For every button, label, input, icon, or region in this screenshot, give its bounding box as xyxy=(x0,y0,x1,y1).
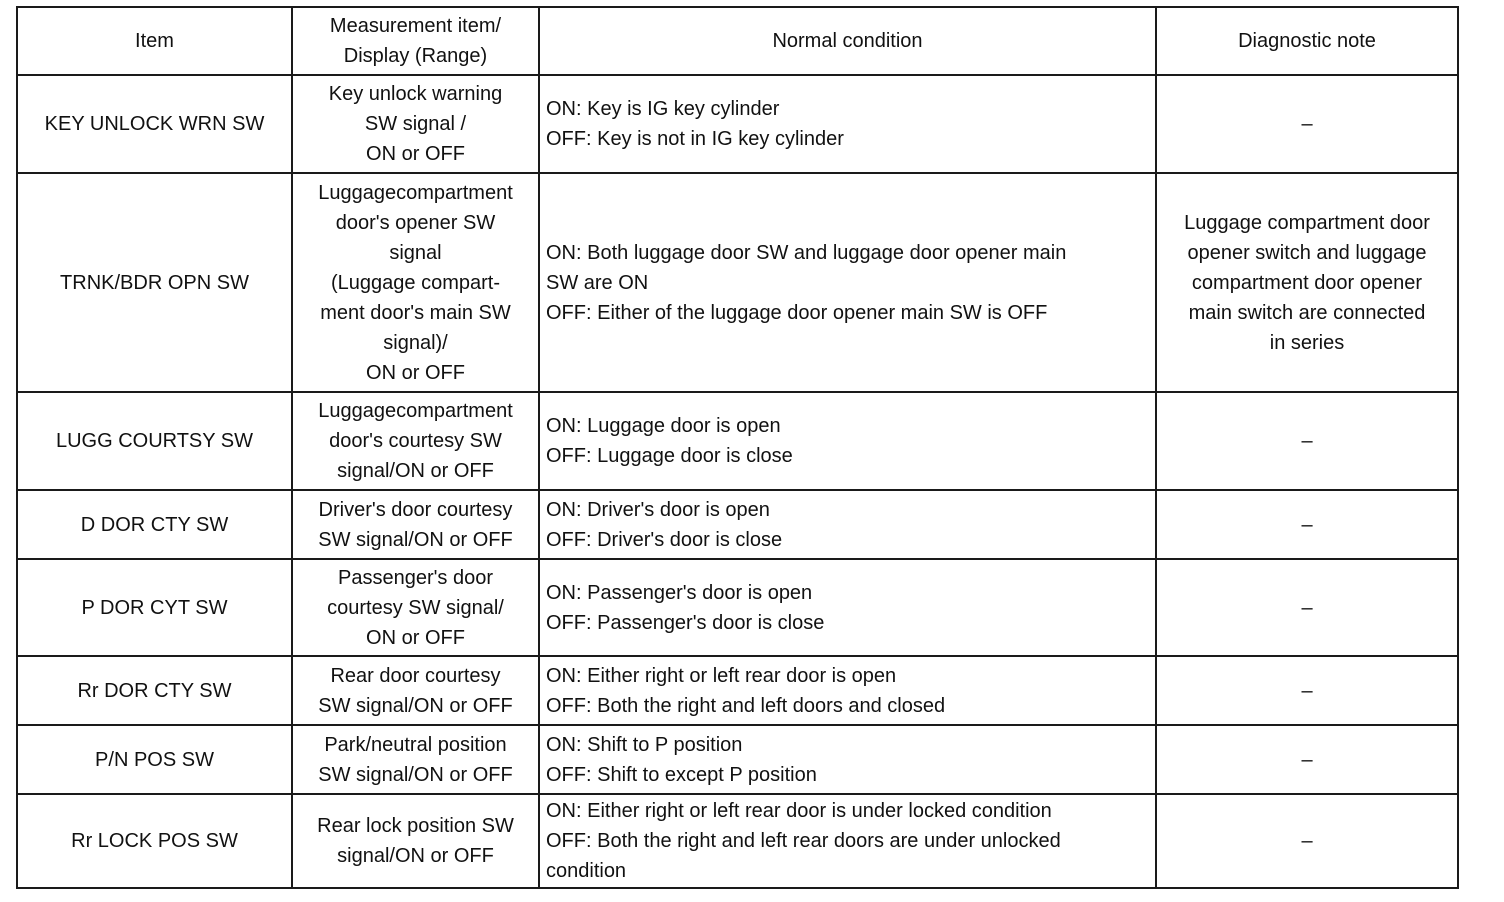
cell-condition-line: OFF: Shift to except P position xyxy=(546,763,817,786)
table-body xyxy=(17,75,1458,888)
cell-measurement-line: Park/neutral position xyxy=(324,733,507,756)
cell-measurement-line: ON or OFF xyxy=(366,143,465,165)
cell-note-line: – xyxy=(1301,748,1313,771)
cell-note-line: opener switch and luggage xyxy=(1187,241,1427,264)
cell-measurement-line: Rear door courtesy xyxy=(330,664,501,687)
table-row xyxy=(17,794,1458,888)
cell-note-line: – xyxy=(1301,830,1313,852)
cell-measurement-line: door's opener SW xyxy=(335,211,496,234)
cell-condition-line: ON: Key is IG key cylinder xyxy=(546,98,780,120)
cell-condition-line: ON: Shift to P position xyxy=(546,733,743,756)
cell-measurement-line: Passenger's door xyxy=(337,566,494,589)
cell-measurement-line: Rear lock position SW xyxy=(317,815,514,837)
cell-note xyxy=(1156,490,1458,559)
cell-measurement xyxy=(292,75,539,173)
cell-note-line: Luggage compartment door xyxy=(1184,211,1430,234)
cell-condition-line: ON: Both luggage door SW and luggage door opener main xyxy=(546,241,1067,264)
cell-condition-line: OFF: Driver's door is close xyxy=(546,528,783,551)
cell-measurement-line: Key unlock warning xyxy=(328,83,503,105)
cell-measurement-line: Driver's door courtesy xyxy=(318,498,513,521)
cell-condition xyxy=(539,559,1156,656)
cell-condition-line: ON: Luggage door is open xyxy=(546,415,781,437)
cell-measurement-line: Luggagecompartment xyxy=(318,181,513,204)
cell-note-line: compartment door opener xyxy=(1191,271,1423,294)
cell-condition-line: OFF: Luggage door is close xyxy=(546,445,793,467)
table-row xyxy=(17,75,1458,173)
cell-measurement xyxy=(292,656,539,725)
header-item: Item xyxy=(17,7,292,75)
cell-condition xyxy=(539,392,1156,490)
cell-measurement-line: ON or OFF xyxy=(366,626,465,649)
cell-note xyxy=(1156,75,1458,173)
cell-item: Rr DOR CTY SW xyxy=(17,656,292,725)
cell-item: KEY UNLOCK WRN SW xyxy=(17,75,292,173)
cell-item: LUGG COURTSY SW xyxy=(17,392,292,490)
header-note: Diagnostic note xyxy=(1156,7,1458,75)
cell-condition xyxy=(539,656,1156,725)
cell-measurement-line: signal/ON or OFF xyxy=(337,460,494,482)
cell-measurement-line: SW signal/ON or OFF xyxy=(318,694,513,717)
cell-condition xyxy=(539,490,1156,559)
table-row xyxy=(17,725,1458,794)
cell-measurement-line: courtesy SW signal/ xyxy=(327,596,504,619)
cell-item: TRNK/BDR OPN SW xyxy=(17,173,292,392)
header-measurement-line: Measurement item/ xyxy=(329,15,502,37)
cell-condition-line: OFF: Passenger's door is close xyxy=(546,611,825,634)
table-row xyxy=(17,490,1458,559)
cell-note xyxy=(1156,392,1458,490)
cell-measurement xyxy=(292,392,539,490)
cell-measurement xyxy=(292,559,539,656)
cell-measurement-line: SW signal / xyxy=(364,113,467,135)
cell-measurement xyxy=(292,725,539,794)
cell-item: P/N POS SW xyxy=(17,725,292,794)
cell-note-line: – xyxy=(1301,596,1313,619)
cell-condition-line: ON: Passenger's door is open xyxy=(546,581,813,604)
cell-note-line: in series xyxy=(1269,331,1345,354)
cell-measurement-line: ON or OFF xyxy=(366,361,465,384)
cell-measurement-line: Luggagecompartment xyxy=(318,400,513,422)
header-condition: Normal condition xyxy=(539,7,1156,75)
cell-note-line: – xyxy=(1301,113,1313,135)
cell-condition-line: SW are ON xyxy=(546,271,649,294)
cell-item: P DOR CYT SW xyxy=(17,559,292,656)
cell-measurement-line: SW signal/ON or OFF xyxy=(318,528,513,551)
cell-note-line: – xyxy=(1301,679,1313,702)
cell-note-line: main switch are connected xyxy=(1188,301,1426,324)
cell-condition-line: ON: Either right or left rear door is open xyxy=(546,664,897,687)
cell-item: Rr LOCK POS SW xyxy=(17,794,292,888)
cell-note xyxy=(1156,173,1458,392)
table-row xyxy=(17,559,1458,656)
cell-measurement xyxy=(292,794,539,888)
table-row xyxy=(17,656,1458,725)
cell-measurement xyxy=(292,173,539,392)
switch-monitor-table xyxy=(16,6,1459,889)
cell-condition-line: OFF: Either of the luggage door opener main SW is OFF xyxy=(546,301,1048,324)
cell-measurement xyxy=(292,490,539,559)
table-row xyxy=(17,173,1458,392)
cell-note-line: – xyxy=(1301,430,1313,452)
cell-measurement-line: signal/ON or OFF xyxy=(337,845,494,867)
header-measurement xyxy=(292,7,539,75)
cell-note xyxy=(1156,725,1458,794)
cell-measurement-line: signal xyxy=(389,241,442,264)
cell-condition-line: ON: Either right or left rear door is under locked condition xyxy=(546,800,1052,822)
cell-condition xyxy=(539,725,1156,794)
cell-condition-line: condition xyxy=(546,860,627,882)
cell-condition xyxy=(539,75,1156,173)
cell-note xyxy=(1156,656,1458,725)
header-measurement-line: Display (Range) xyxy=(343,45,488,67)
header-row xyxy=(17,7,1458,75)
table-row xyxy=(17,392,1458,490)
cell-condition-line: OFF: Both the right and left rear doors are under unlocked xyxy=(546,830,1061,852)
cell-note-line: – xyxy=(1301,513,1313,536)
cell-measurement-line: ment door's main SW xyxy=(320,301,511,324)
cell-note xyxy=(1156,559,1458,656)
cell-measurement-line: door's courtesy SW xyxy=(329,430,502,452)
cell-measurement-line: signal)/ xyxy=(383,331,448,354)
cell-item: D DOR CTY SW xyxy=(17,490,292,559)
cell-condition xyxy=(539,794,1156,888)
cell-note xyxy=(1156,794,1458,888)
cell-condition xyxy=(539,173,1156,392)
cell-condition-line: ON: Driver's door is open xyxy=(546,498,770,521)
cell-condition-line: OFF: Both the right and left doors and closed xyxy=(546,694,946,717)
cell-condition-line: OFF: Key is not in IG key cylinder xyxy=(546,128,844,150)
cell-measurement-line: (Luggage compart- xyxy=(331,271,500,294)
cell-measurement-line: SW signal/ON or OFF xyxy=(318,763,513,786)
